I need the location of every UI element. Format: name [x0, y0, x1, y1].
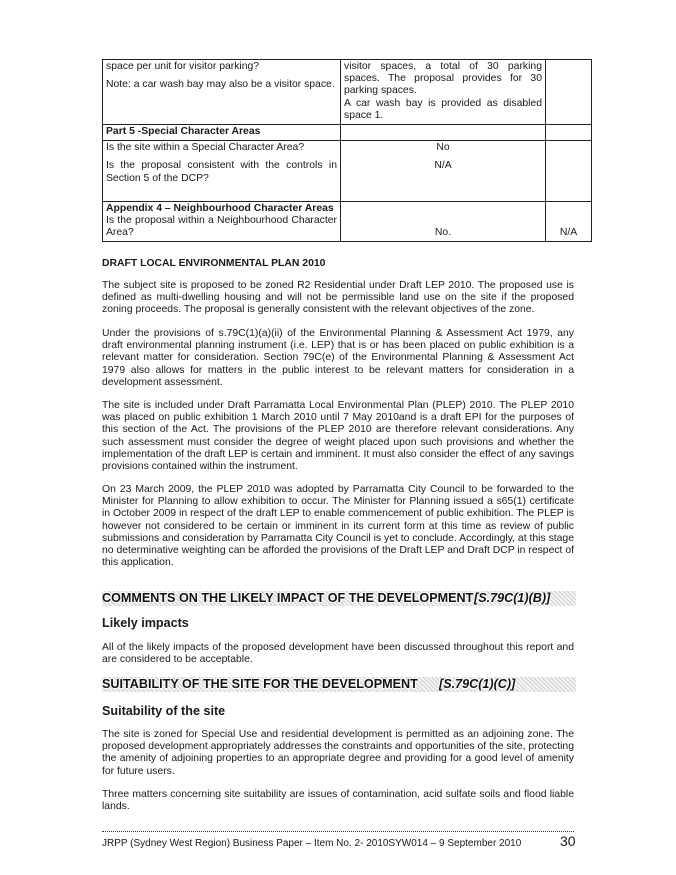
table-cell	[341, 201, 546, 242]
paragraph: The site is included under Draft Parramatta Local Environmental Plan (PLEP) 2010. The PLEP 2010 was placed on public exhibition 1 March 2010 until 7 May 2010and is a draft EPI for the purposes of this section of the Act. The provisions of the PLEP 2010 are therefore relevant considerations. Any such assessment must consider the degree of weight placed upon such provisions and whether the implementation of the draft LEP is certain and imminent. It must also consider the effect of any savings provisions contained within the instrument.	[102, 400, 574, 473]
answer-text: N/A	[559, 226, 578, 238]
paragraph: On 23 March 2009, the PLEP 2010 was adopted by Parramatta City Council to be forwarded to the Minister for Planning to allow exhibition to occur. The Minister for Planning issued a s65(1) certificate in October 2009 in respect of the draft LEP to enable commencement of public exhibition. The PLEP is however not considered to be certain or imminent in its current form at this time as review of public submissions and consideration by Parramatta City Council is yet to conclude. Accordingly, at this stage no determinative weighting can be afforded the provisions of the Draft LEP and Draft DCP in respect of this application.	[102, 484, 574, 569]
paragraph: All of the likely impacts of the proposed development have been discussed throughout this report and are considered to be acceptable.	[102, 642, 574, 666]
table-cell	[546, 60, 592, 125]
paragraph: Three matters concerning site suitability are issues of contamination, acid sulfate soils and flood liable lands.	[102, 789, 574, 813]
subheading: Likely impacts	[102, 616, 189, 630]
question-text: Is the site within a Special Character Area?	[106, 142, 305, 154]
answer-text: N/A	[434, 160, 452, 172]
note-text: Note: a car wash bay may also be a visitor space.	[106, 79, 335, 91]
question-text: space per unit for visitor parking?	[106, 61, 260, 72]
table-section-heading: Appendix 4 – Neighbourhood Character Areas	[106, 202, 334, 214]
section-title: DRAFT LOCAL ENVIRONMENTAL PLAN 2010	[102, 258, 326, 269]
answer-text: A car wash bay is provided as disabled space 1.	[344, 97, 542, 121]
table-cell	[103, 60, 341, 125]
table-row	[103, 60, 592, 125]
paragraph: The site is zoned for Special Use and residential development is permitted as an adjoining zone. The proposed development appropriately addresses the constraints and opportunities of the site, protecting the amenity of adjoining properties to an appropriate degree and providing for a good level of amenity for future users.	[102, 729, 574, 777]
question-text: Is the proposal within a Neighbourhood Character Area?	[106, 215, 337, 239]
compliance-table	[102, 59, 592, 242]
table-cell	[341, 125, 546, 141]
page-number: 30	[560, 833, 576, 849]
answer-text: No	[436, 142, 450, 154]
table-section-heading: Part 5 -Special Character Areas	[103, 125, 341, 141]
paragraph: Under the provisions of s.79C(1)(a)(ii) of the Environmental Planning & Assessment Act 1979, any draft environmental planning instrument (i.e. LEP) that is or has been placed on public exhibition is a relevant matter for consideration. Section 79C(e) of the Environmental Planning & Assessment Act 1979 also allows for matters in the public interest to be relevant matters for consideration in a development assessment.	[102, 328, 574, 388]
footer-divider	[102, 831, 574, 832]
section-banner	[102, 591, 576, 606]
table-row	[103, 141, 592, 202]
paragraph: The subject site is proposed to be zoned R2 Residential under Draft LEP 2010. The proposed use is defined as multi-dwelling housing and will not be permissible land use on the site if the proposed zoning proceeds. The proposal is generally consistent with the relevant objectives of the zone.	[102, 280, 574, 316]
footer-text: JRPP (Sydney West Region) Business Paper – Item No. 2- 2010SYW014 – 9 September 2010	[102, 838, 522, 849]
table-cell	[103, 201, 341, 242]
table-cell	[546, 201, 592, 242]
table-cell	[341, 141, 546, 202]
subheading: Suitability of the site	[102, 704, 226, 718]
table-row	[103, 125, 592, 141]
answer-text: visitor spaces, a total of 30 parking spaces. The proposal provides for 30 parking spaces.	[344, 61, 542, 97]
section-banner	[102, 677, 576, 692]
table-cell	[103, 141, 341, 202]
table-cell	[546, 141, 592, 202]
banner-reference: [S.79C(1)(B)]	[474, 591, 551, 605]
question-text: Is the proposal consistent with the controls in Section 5 of the DCP?	[106, 160, 337, 184]
answer-text: No.	[434, 226, 452, 238]
table-cell	[546, 125, 592, 141]
table-cell	[341, 60, 546, 125]
table-row	[103, 201, 592, 242]
banner-reference: [S.79C(1)(C)]	[439, 677, 516, 691]
banner-title: SUITABILITY OF THE SITE FOR THE DEVELOPMENT	[102, 677, 418, 691]
banner-title: COMMENTS ON THE LIKELY IMPACT OF THE DEVELOPMENT	[102, 591, 474, 605]
